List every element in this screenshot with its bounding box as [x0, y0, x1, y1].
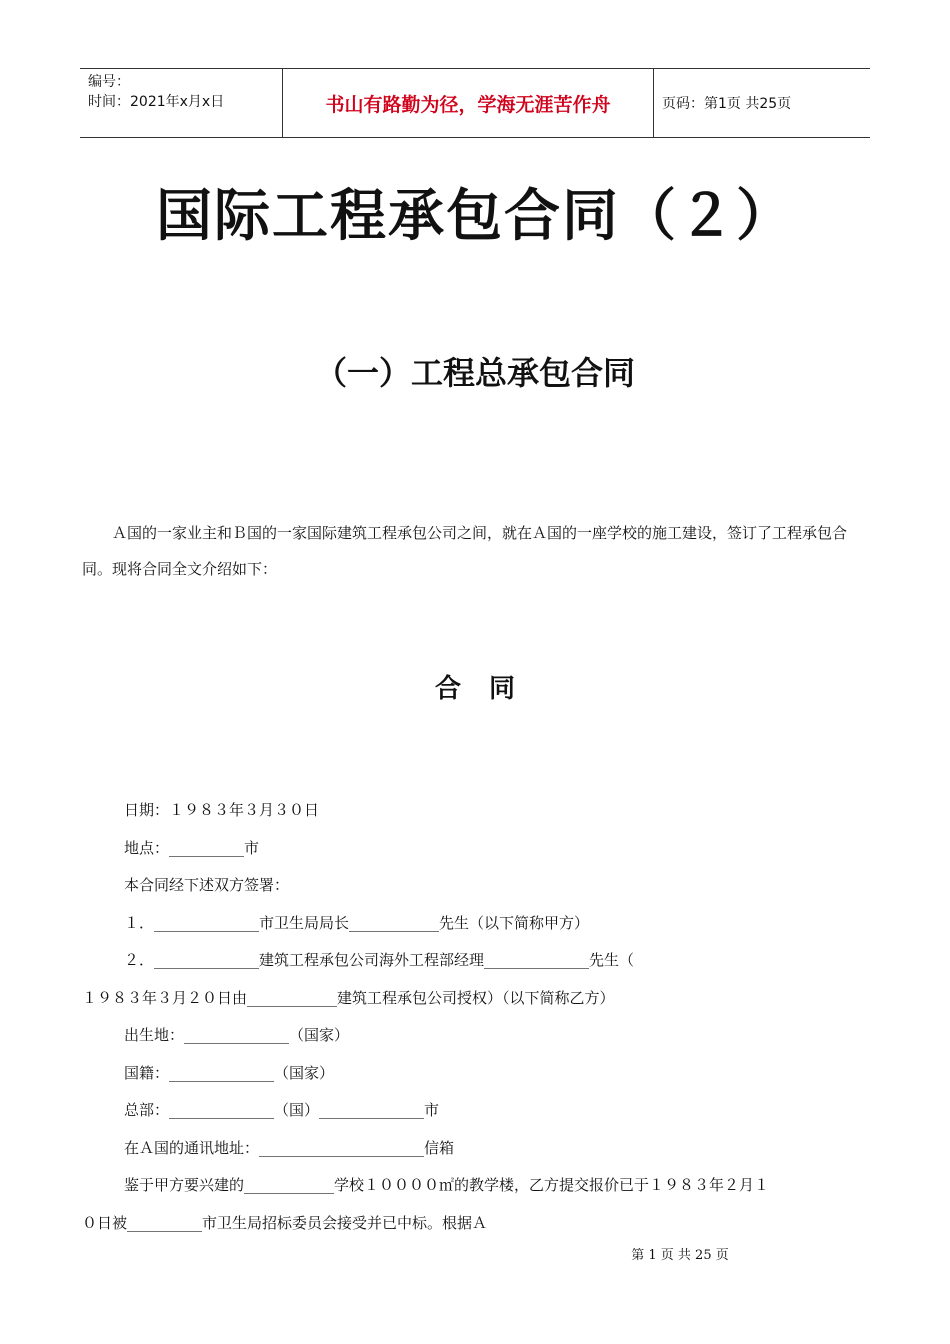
header-page-info: 页码：第1页 共25页 [662, 96, 792, 112]
page-footer: 第 1 页 共 25 页 [631, 1248, 729, 1263]
document-title: 国际工程承包合同（２） [156, 184, 794, 249]
number-label: 编号： [88, 74, 130, 90]
party-a-line: １．______________市卫生局局长____________先生（以下简称甲方） [124, 913, 590, 932]
location-line: 地点：__________市 [124, 838, 260, 857]
header-left-cell [80, 69, 282, 137]
headquarters-line: 总部：______________（国）______________市 [124, 1101, 440, 1119]
signatories-line: 本合同经下述双方签署： [124, 876, 290, 894]
whereas-line: 鉴于甲方要兴建的____________学校１００００㎡的教学楼，乙方提交报价已于１９８３年２月１ [124, 1176, 770, 1194]
whereas-continued-line: ０日被__________市卫生局招标委员会接受并已中标。根据Ａ [82, 1213, 488, 1232]
party-b-line: ２．______________建筑工程承包公司海外工程部经理______________先生（ [124, 951, 635, 969]
address-line: 在Ａ国的通讯地址：______________________信箱 [124, 1138, 455, 1157]
contract-heading: 合同 [434, 674, 543, 704]
birthplace-line: 出生地：______________（国家） [124, 1026, 350, 1044]
intro-paragraph: Ａ国的一家业主和Ｂ国的一家国际建筑工程承包公司之间，就在Ａ国的一座学校的施工建设，签订了工程承包合同。现将合同全文介绍如下： [82, 524, 848, 578]
header-motto-cell [282, 69, 654, 137]
date-line: 日期：１９８３年３月３０日 [124, 801, 320, 819]
party-b-continued-line: １９８３年３月２０日由____________建筑工程承包公司授权）（以下简称乙方） [82, 988, 615, 1007]
section-title: （一）工程总承包合同 [314, 354, 635, 392]
header-motto: 书山有路勤为径，学海无涯苦作舟 [325, 93, 611, 116]
contract-body [82, 796, 862, 1246]
time-label: 时间：2021年x月x日 [88, 94, 225, 110]
page-header [80, 68, 870, 138]
nationality-line: 国籍：______________（国家） [124, 1063, 335, 1082]
